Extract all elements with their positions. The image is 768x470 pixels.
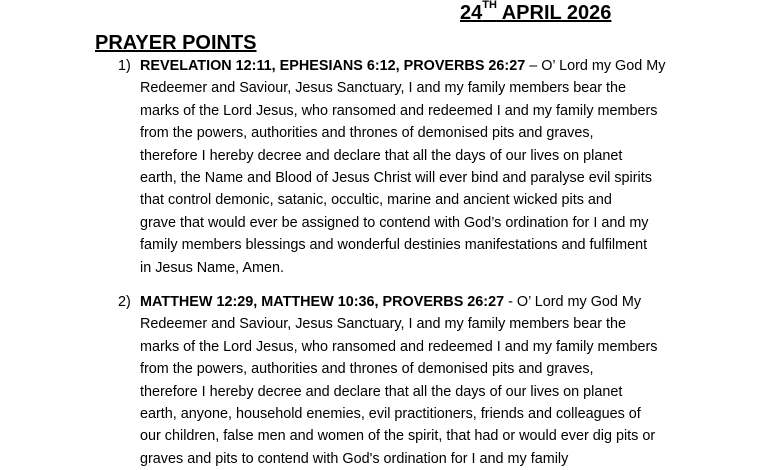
point-line: our children, false men and women of the spirit, that had or would ever dig pits or [140,428,656,445]
point-text [140,291,698,470]
point-line: from the powers, authorities and thrones of demonised pits and graves, [140,361,594,378]
scripture-reference: REVELATION 12:11, EPHESIANS 6:12, PROVERBS 26:27 [140,58,526,74]
point-line: grave that would ever be assigned to contend with God’s ordination for I and my [140,214,649,231]
point-text [140,55,698,279]
point-line: therefore I hereby decree and declare that all the days of our lives on planet [140,383,623,400]
point-line: Redeemer and Saviour, Jesus Sanctuary, I and my family members bear the [140,80,627,97]
point-line: that control demonic, satanic, occultic, marine and ancient wicked pits and [140,192,612,209]
point-line: graves and pits to contend with God's ordination for I and my family [140,450,569,467]
date-heading [460,2,611,25]
point-line: family members blessings and wonderful destinies manifestations and fulfilment [140,237,648,254]
point-line: earth, the Name and Blood of Jesus Christ will ever bind and paralyse evil spirits [140,170,652,187]
point-line: therefore I hereby decree and declare that all the days of our lives on planet [140,147,623,164]
point-number: 1) [118,58,131,74]
point-line: from the powers, authorities and thrones of demonised pits and graves, [140,125,594,142]
point-line: marks of the Lord Jesus, who ransomed and redeemed I and my family members [140,338,658,355]
point-line [140,291,698,313]
point-line: Redeemer and Saviour, Jesus Sanctuary, I and my family members bear the [140,316,627,333]
scripture-reference: MATTHEW 12:29, MATTHEW 10:36, PROVERBS 26:27 [140,294,505,310]
prayer-point-2 [118,291,698,470]
date-suffix: TH [482,0,497,11]
date-month-year: APRIL 2026 [496,2,612,24]
point-line: in Jesus Name, Amen. [140,259,284,276]
point-line-text: – O’ Lord my God My [525,58,666,74]
date-day: 24 [460,2,483,24]
prayer-points-heading: PRAYER POINTS [95,32,257,54]
point-line-text: - O’ Lord my God My [504,294,642,310]
prayer-point-1 [118,55,698,279]
point-number: 2) [118,294,131,310]
point-line [140,55,698,77]
point-line: earth, anyone, household enemies, evil practitioners, friends and colleagues of [140,406,641,423]
point-line: marks of the Lord Jesus, who ransomed and redeemed I and my family members [140,102,658,119]
